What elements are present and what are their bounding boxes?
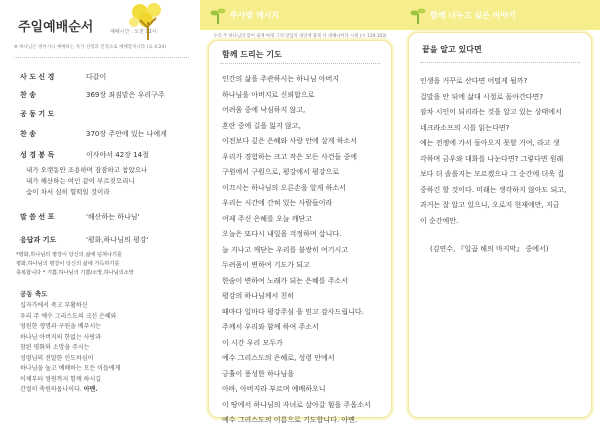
prayer-text: 인간의 삶을 주관하시는 하나님 아버지 하나님을 아버지로 신뢰합으로 어려움 중에 낙심하지 않고, 혼란 중에 길을 잃지 않고, 이전보다 깊은 은혜와 사랑 안에 살게 하소서 우리가 경험하는 크고 작은 모든 사건들 중에 구원에서 구원으로, 평강에서 평강으로 이끄시는 하나님의 오른손을 알게 하소서 우리는 시간에 간혀 있는 사람들이라 어제 주신 은혜를 오늘 깨닫고 오늘은 또다시 내일을 걱정하며 삽니다. 늘 지나고 깨닫는 우리를 불쌍히 여기시고 두려움이 변하여 기도가 되고 한숨이 변하여 노래가 되는 은혜를 주소서 평강의 하나님께서 친히 때마다 일마다 평강주심 을 믿고 감사드립니다. 주께서 우리와 함께 하여 주소서 이 시간 우리 모두가 예수 그리스도의 은혜로, 성령 안에서 긍휼이 풍성한 하나님을 아바, 아버지라 부르며 예배하오니 이 땅에서 하나님의 자녀로 살아갈 힘을 주옵소서 예수 그리스도의 이름으로 기도합니다. 아멘. bbox=[222, 75, 371, 424]
order-item: 찬 송 370장 주안에 있는 나에게 bbox=[20, 130, 167, 138]
prayer-title: 함께 드리는 기도 bbox=[222, 50, 282, 59]
order-item: 사 도 신 경 다같이 bbox=[20, 73, 107, 81]
page-title: 주일예배순서 bbox=[18, 20, 94, 35]
order-item: 성 경 봉 독 이사야서 42장 14절 bbox=[20, 151, 149, 159]
section-header: 함께 나누고 싶은 이야기 bbox=[430, 11, 516, 20]
divider bbox=[14, 57, 189, 58]
response-item: 응답과 기도 '평화,하나님의 평강' bbox=[20, 236, 149, 244]
sprout-icon bbox=[410, 6, 426, 24]
story-column bbox=[400, 0, 600, 424]
story-text: 인생을 거꾸로 산다면 어떨게 될까? 걸말을 안 뒤에 삶대 시절로 돌아간다면? 잠차 시인이 되리라는 것을 알고 있는 상태에서 네크라소프의 시를 읽는다면? 예는 전쟁에 가서 돌아오지 못할 거여, 라고 생 각하며 금우와 대화를 나눈다면? 그렇다면 원래 보다 더 솔롤지는 모르겠으나 그 순간에 더욱 집 중하긴 할 것이다. 미래는 생각하지 않아도 되고, 과거는 잘 알고 있으니, 오로지 현재에만, 지금 이 순간에만. bbox=[420, 77, 567, 225]
prayer-column bbox=[200, 0, 400, 424]
story-title: 끝을 알고 있다면 bbox=[422, 45, 482, 54]
worship-order-column bbox=[0, 0, 200, 424]
header-verse: 우리 주 하나님의 맞이 내게 아래 그의 맞임의 내일에 붙게 다 대해나이다 시편 (시 119:103) bbox=[213, 34, 387, 39]
section-header: 주사랑 메시지 bbox=[230, 11, 280, 20]
response-text: *평화,하나님의 평강이 당신의 삶에 넘쳐나기를 평화,하나님의 평강이 당신의 삶에 가득하기를 축복합니다 * 기쁨,하나님의 기쁨/소망,하나님의소망 bbox=[16, 252, 134, 276]
sermon-item: 말 씀 선 포 '해산하는 하나님' bbox=[20, 213, 140, 221]
scripture-text: 내가 오랫동안 조용하며 잠잠하고 참았으나 내가 해산하는 여인 같이 부르짖으리니 숨이 차서 심히 헐떡일 것이라 bbox=[26, 166, 148, 196]
benediction-title: 공동 축도 bbox=[20, 290, 48, 298]
divider bbox=[420, 62, 580, 63]
story-source: (김연수, 『일곱 해의 마지막』 중에서) bbox=[430, 245, 549, 253]
divider bbox=[220, 63, 380, 64]
order-item: 찬 송 369장 죄짐맡은 우리구주 bbox=[20, 91, 165, 99]
order-item: 공 동 기 도 bbox=[20, 110, 55, 118]
intro-verse: ※ 하나님은 영이시니 예배하는 자가 신령과 진정으로 예배할지니라 (요 4:24) bbox=[14, 45, 166, 50]
service-time: 예배시간 : 오전 11시 bbox=[110, 29, 157, 35]
sprout-icon bbox=[210, 6, 226, 24]
benediction-text: 십자가에서 죽고 부활하신 우리 주 예수 그리스도의 크신 은혜와 영원한 생명과 구원을 베푸시는 하나님 아버지의 한없는 사랑과 참된 평화와 소망을 주시는 성령님의 진말한 인도하심이 하나님을 높고 예배하는 모든 이들에게 이제부터 영원까지 함께 하시길 간절히 축원하옵나이다. 아멘. bbox=[20, 302, 121, 393]
